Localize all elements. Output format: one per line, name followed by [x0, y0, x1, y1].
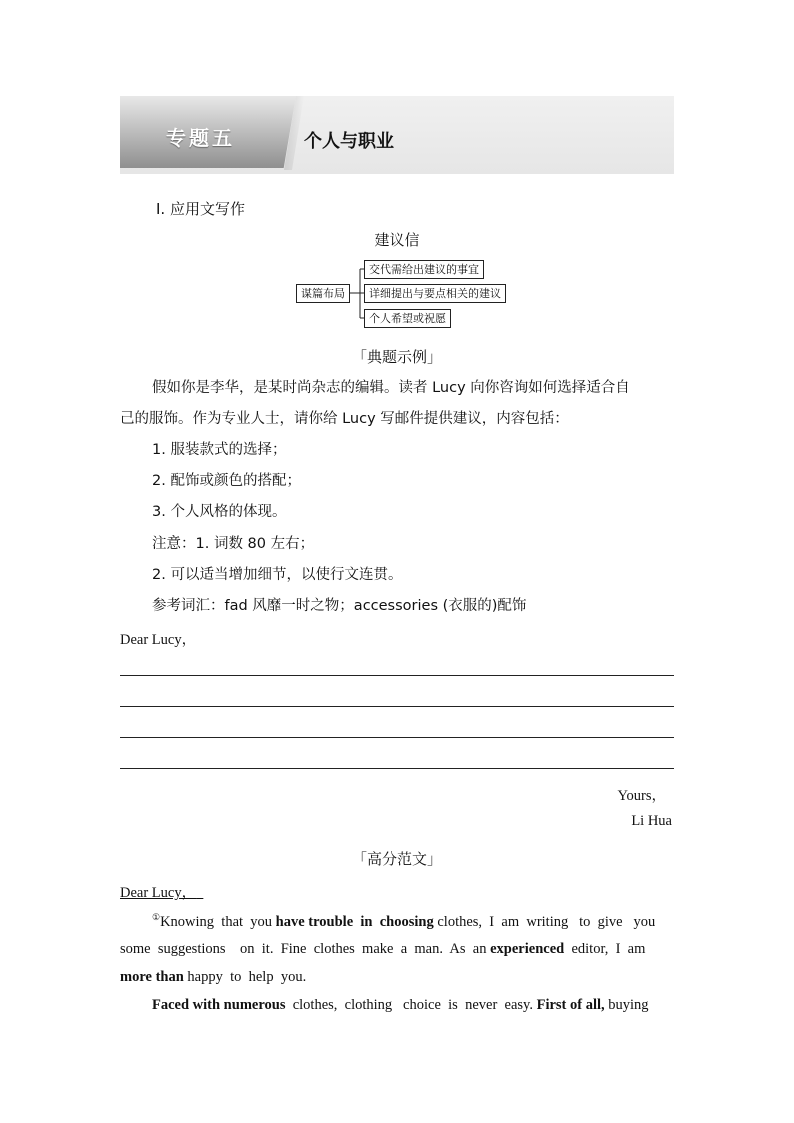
sentence-marker: ①	[152, 912, 161, 922]
writing-line-1	[120, 675, 674, 676]
section-title: Ⅰ. 应用文写作	[156, 200, 245, 218]
seg: clothes, I am writing to give you	[433, 913, 656, 930]
topic-title: 个人与职业	[304, 131, 394, 152]
model-p1-line-3	[120, 969, 306, 986]
seg: some suggestions on it. Fine clothes make a man. As an	[120, 941, 491, 957]
model-p1-line-1	[152, 912, 674, 931]
seg: Knowing that you	[160, 913, 276, 930]
letter-closing: Yours，	[617, 788, 666, 804]
model-p1-line-2	[120, 941, 674, 958]
seg: buying	[604, 997, 649, 1013]
letter-greeting: Dear Lucy，	[120, 632, 197, 648]
seg-bold: have trouble in choosing	[275, 913, 434, 930]
vocab-line: 参考词汇：fad 风靡一时之物；accessories (衣服的)配饰	[152, 598, 527, 614]
point-1: 1. 服装款式的选择；	[152, 442, 287, 458]
model-heading: 「高分范文」	[351, 850, 442, 868]
diagram-branch-label: 交代需给出建议的事宜	[364, 260, 484, 279]
diagram-branch-1	[364, 260, 484, 279]
model-p2-line-1	[152, 997, 674, 1014]
seg: clothes, clothing choice is never easy.	[285, 997, 537, 1013]
prompt-line-2: 己的服饰。作为专业人士，请你给 Lucy 写邮件提供建议，内容包括：	[120, 411, 569, 427]
sub-title: 建议信	[374, 231, 420, 249]
writing-line-3	[120, 737, 674, 738]
diagram-branch-label: 个人希望或祝愿	[364, 309, 451, 328]
diagram-root	[296, 284, 350, 303]
seg: editor, I am	[564, 941, 646, 957]
model-greeting	[120, 881, 203, 902]
example-heading: 「典题示例」	[351, 348, 442, 366]
writing-line-2	[120, 706, 674, 707]
seg-bold: experienced	[490, 941, 565, 957]
seg-bold: Faced with numerous	[152, 997, 286, 1013]
point-3: 3. 个人风格的体现。	[152, 504, 287, 520]
letter-signature: Li Hua	[631, 813, 672, 829]
prompt-line-1: 假如你是李华，是某时尚杂志的编辑。读者 Lucy 向你咨询如何选择适合自	[152, 380, 630, 396]
topic-label: 专题五	[166, 126, 235, 150]
point-2: 2. 配饰或颜色的搭配；	[152, 473, 301, 489]
note-2: 2. 可以适当增加细节，以使行文连贯。	[152, 567, 403, 583]
writing-line-4	[120, 768, 674, 769]
diagram-branch-2	[364, 284, 506, 303]
diagram-branch-label: 详细提出与要点相关的建议	[364, 284, 506, 303]
seg-bold: more than	[120, 969, 184, 985]
seg-bold: First of all,	[536, 997, 605, 1013]
diagram-root-label: 谋篇布局	[296, 284, 350, 303]
seg: happy to help you.	[183, 969, 307, 985]
model-greeting-text: Dear Lucy，	[120, 885, 197, 901]
note-1: 注意：1. 词数 80 左右；	[152, 536, 315, 552]
diagram-branch-3	[364, 309, 451, 328]
